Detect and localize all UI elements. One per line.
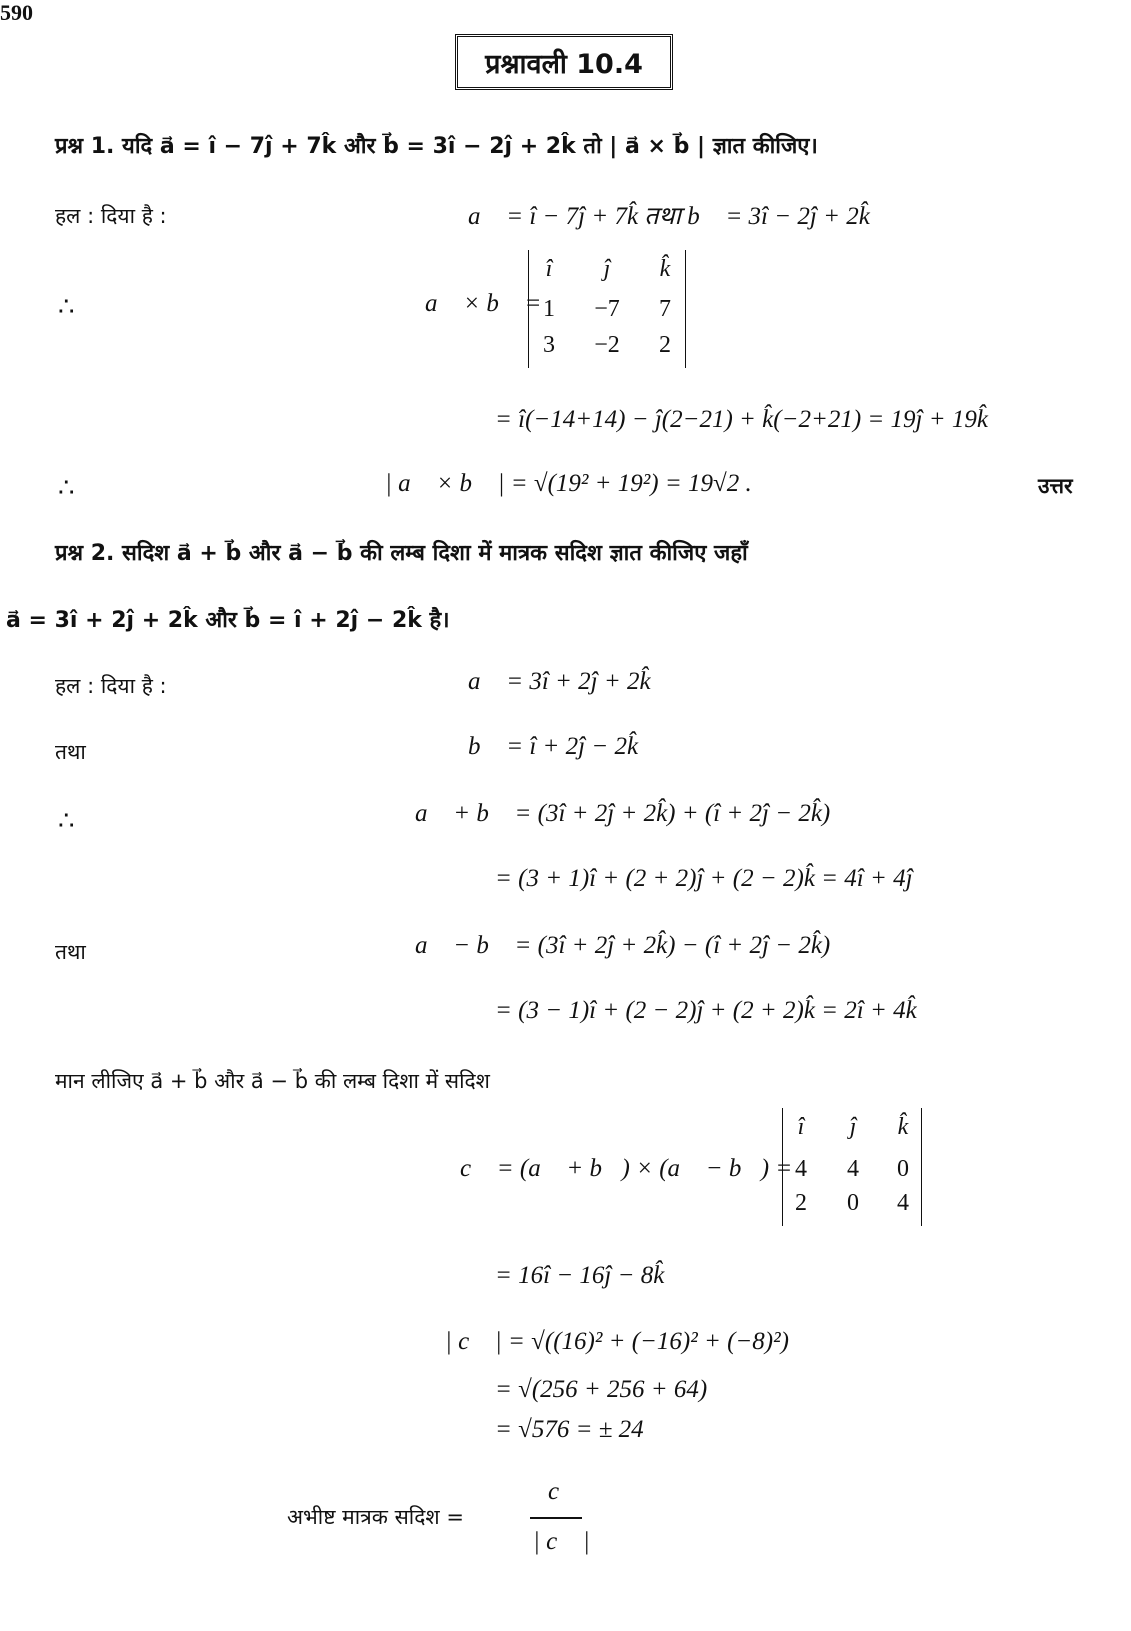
det-cell: 7 [659,296,671,322]
det-cell: 0 [897,1156,909,1182]
q2-c-magnitude-1: | c⃗ | = √((16)² + (−16)² + (−8)²) [445,1328,789,1355]
det-cell: 2 [795,1190,807,1216]
unit-vector-label: अभीष्ट मात्रक सदिश = [287,1505,464,1529]
det-cell: 4 [897,1190,909,1216]
question-2-line1: प्रश्न 2. सदिश a⃗ + b⃗ और a⃗ − b⃗ की लम्ब दिशा में मात्रक सदिश ज्ञात कीजिए जहाँ [55,541,748,566]
therefore-symbol: ∴ [58,806,75,835]
answer-label: उत्तर [1038,474,1073,498]
q2-b-equation: b⃗ = î + 2ĵ − 2k̂ [468,733,639,760]
det-cell: î [797,1114,805,1140]
fraction-numerator: c⃗ [548,1478,579,1505]
q2-a-equation: a⃗ = 3î + 2ĵ + 2k̂ [468,668,651,695]
det-cell: 0 [847,1190,859,1216]
det-cell: −2 [594,332,620,358]
page-number: 590 [0,0,33,25]
q2-diff-result: = (3 − 1)î + (2 − 2)ĵ + (2 + 2)k̂ = 2î + 4k̂ [495,997,917,1024]
question-1: प्रश्न 1. यदि a⃗ = î − 7ĵ + 7k̂ और b⃗ = 3î − 2ĵ + 2k̂ तो | a⃗ × b⃗ | ज्ञात कीजिए। [55,134,818,159]
q2-c-lhs: c⃗ = (a⃗ + b⃗) × (a⃗ − b⃗) = [460,1155,793,1182]
q2-sum-result: = (3 + 1)î + (2 + 2)ĵ + (2 − 2)k̂ = 4î + 4ĵ [495,865,913,892]
therefore-symbol: ∴ [58,292,75,321]
det-cell: 4 [795,1156,807,1182]
exercise-title: प्रश्नावली 10.4 [455,34,673,90]
det-cell: −7 [594,296,620,322]
det-cell: 1 [543,296,555,322]
det-cell: k̂ [897,1114,909,1140]
q2-sum-equation: a⃗ + b⃗ = (3î + 2ĵ + 2k̂) + (î + 2ĵ − 2k̂) [415,800,831,827]
q1-cross-lhs: a⃗ × b⃗ = [425,290,542,317]
q1-solution-label: हल : दिया है : [55,204,167,228]
q1-expansion: = î(−14+14) − ĵ(2−21) + k̂(−2+21) = 19ĵ + 19k̂ [495,406,988,433]
q2-c-magnitude-3: = √576 = ± 24 [495,1416,644,1443]
det-cell: k̂ [659,256,671,282]
det-cell: 4 [847,1156,859,1182]
q1-determinant [528,250,686,368]
q2-c-magnitude-2: = √(256 + 256 + 64) [495,1376,708,1403]
tatha-label: तथा [55,940,86,964]
det-cell: 2 [659,332,671,358]
q1-given: a⃗ = î − 7ĵ + 7k̂ तथा b⃗ = 3î − 2ĵ + 2k̂ [468,203,870,230]
tatha-label: तथा [55,740,86,764]
question-2-line2: a⃗ = 3î + 2ĵ + 2k̂ और b⃗ = î + 2ĵ − 2k̂ है। [6,608,450,633]
q1-magnitude: | a⃗ × b⃗ | = √(19² + 19²) = 19√2 . [385,470,752,497]
det-cell: ĵ [849,1114,857,1140]
fraction-denominator: | c⃗ | [533,1528,590,1555]
q2-determinant [782,1108,922,1226]
q2-c-result: = 16î − 16ĵ − 8k̂ [495,1262,665,1289]
fraction-bar [530,1517,582,1519]
therefore-symbol: ∴ [58,473,75,502]
q2-solution-label: हल : दिया है : [55,674,167,698]
det-cell: ĵ [603,256,611,282]
det-cell: 3 [543,332,555,358]
q2-let-text: मान लीजिए a⃗ + b⃗ और a⃗ − b⃗ की लम्ब दिशा में सदिश [55,1069,490,1093]
det-cell: î [545,256,553,282]
q2-diff-equation: a⃗ − b⃗ = (3î + 2ĵ + 2k̂) − (î + 2ĵ − 2k̂) [415,932,831,959]
